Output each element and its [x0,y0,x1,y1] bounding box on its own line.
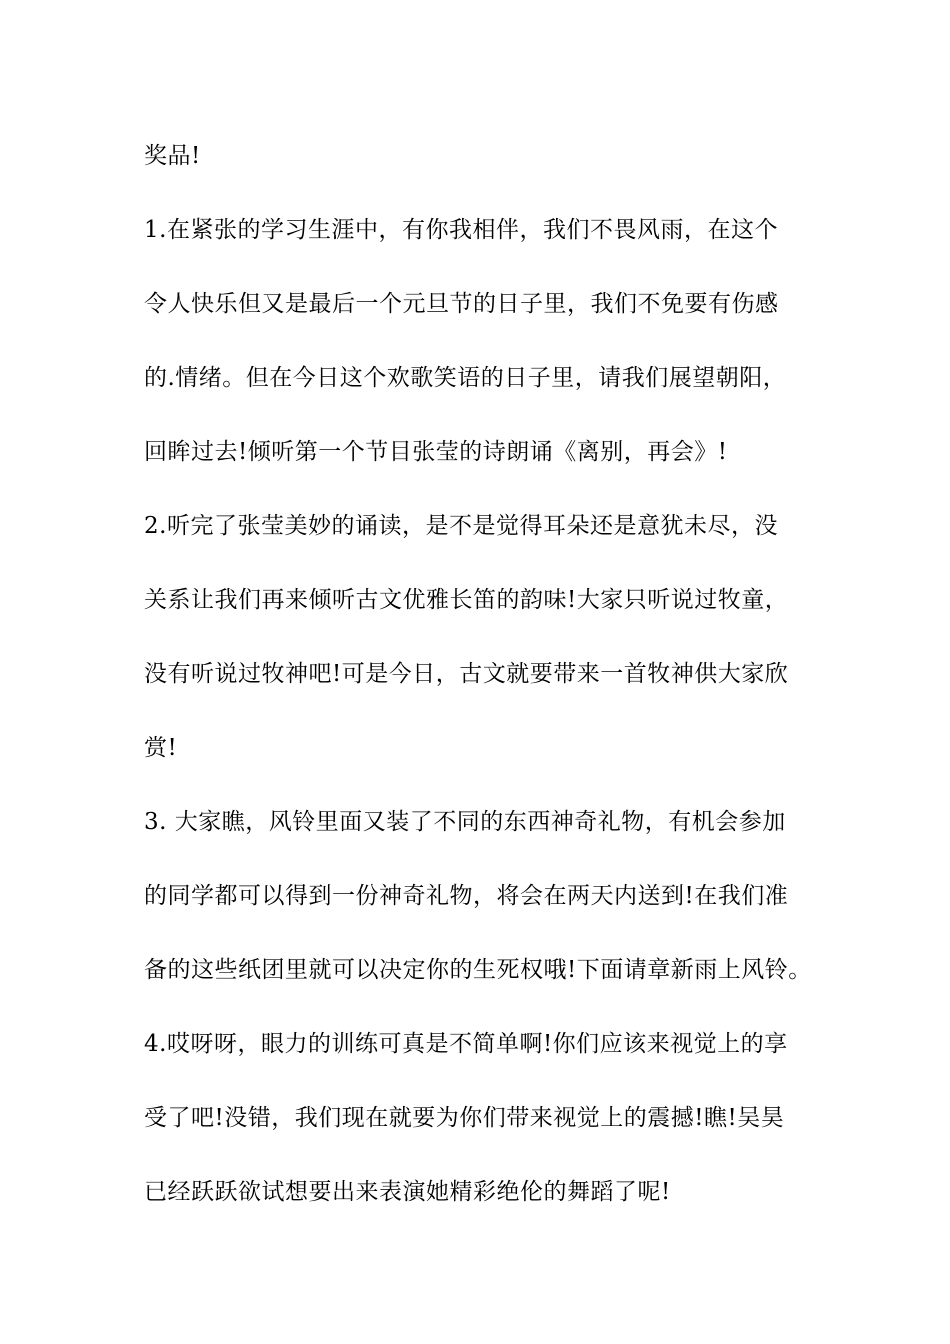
text-line: 赏! [144,735,178,761]
text-line: 的同学都可以得到一份神奇礼物，将会在两天内送到!在我们准 [144,883,789,909]
text-line: 3. 大家瞧，风铃里面又装了不同的东西神奇礼物，有机会参加 [144,809,786,835]
text-line: 备的这些纸团里就可以决定你的生死权哦!下面请章新雨上风铃。 [144,957,812,983]
text-line: 回眸过去!倾听第一个节目张莹的诗朗诵《离别，再会》! [144,439,728,465]
text-line: 已经跃跃欲试想要出来表演她精彩绝伦的舞蹈了呢! [144,1179,671,1205]
text-line: 4.哎呀呀，眼力的训练可真是不简单啊!你们应该来视觉上的享 [144,1031,788,1057]
text-line: 没有听说过牧神吧!可是今日，古文就要带来一首牧神供大家欣 [144,661,789,687]
text-line: 2.听完了张莹美妙的诵读，是不是觉得耳朵还是意犹未尽，没 [144,513,778,539]
text-line: 关系让我们再来倾听古文优雅长笛的韵味!大家只听说过牧童， [144,587,789,613]
text-line: 奖品! [144,143,201,169]
text-line: 受了吧!没错，我们现在就要为你们带来视觉上的震撼!瞧!吴昊 [144,1105,785,1131]
text-line: 1.在紧张的学习生涯中，有你我相伴，我们不畏风雨，在这个 [144,217,778,243]
text-line: 令人快乐但又是最后一个元旦节的日子里，我们不免要有伤感 [144,291,779,317]
document-body [144,132,824,1242]
text-line: 的.情绪。但在今日这个欢歌笑语的日子里，请我们展望朝阳， [144,365,787,391]
